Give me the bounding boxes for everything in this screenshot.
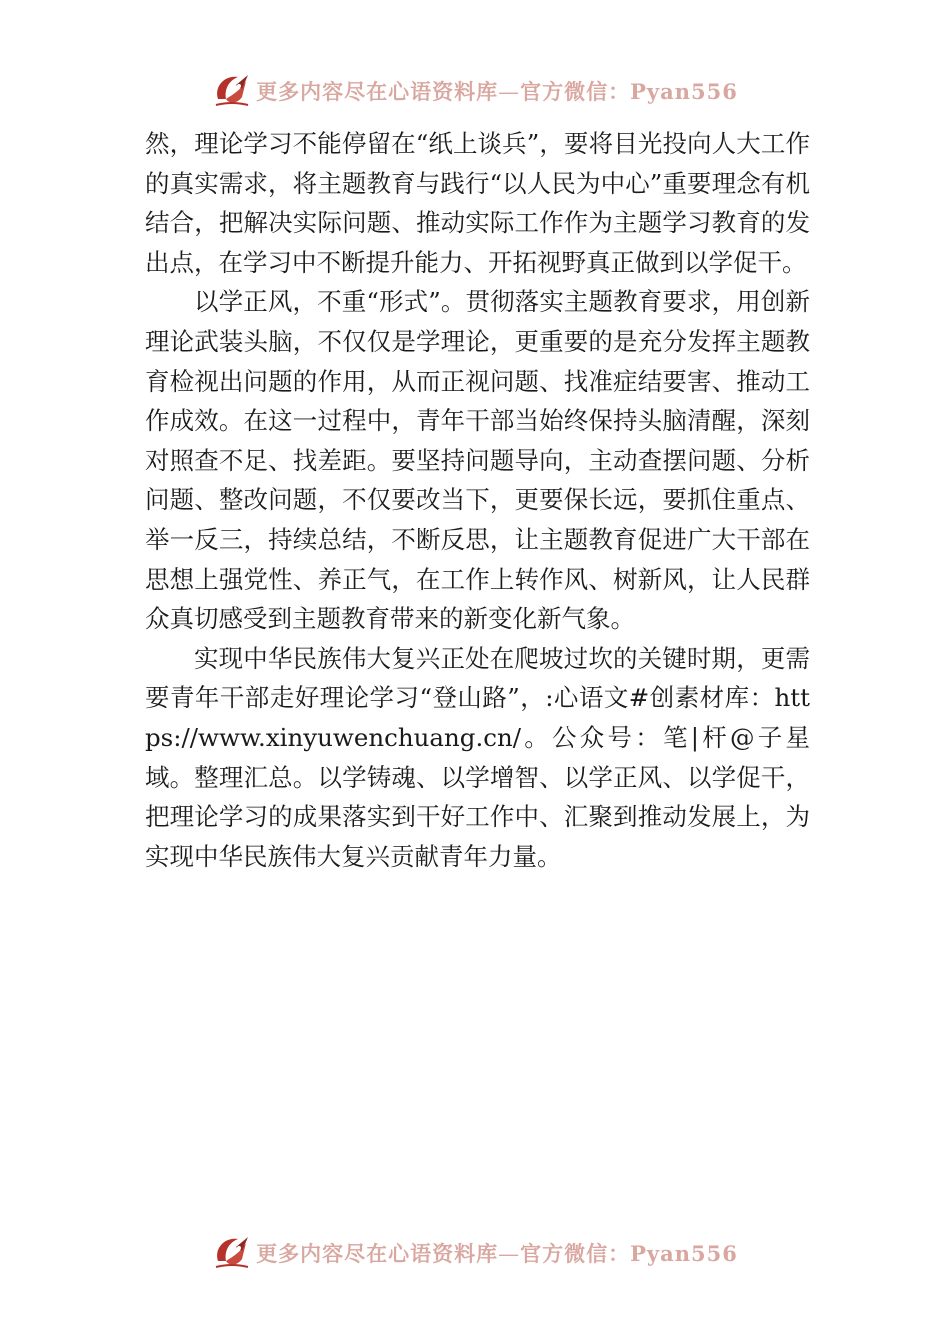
paragraph-1: 然，理论学习不能停留在“纸上谈兵”，要将目光投向人大工作的真实需求，将主题教育与践行“以人民为中心”重要理念有机结合，把解决实际问题、推动实际工作作为主题学习教育的发出点，在学习中不断提升能力、开拓视野真正做到以学促干。 [145, 129, 810, 277]
pen-nib-logo-icon [212, 1233, 252, 1273]
footer-banner-separator: — [498, 1242, 521, 1266]
header-banner [0, 66, 950, 116]
footer-banner-contact-id: Pyan556 [630, 1241, 738, 1266]
footer-banner-contact-label: 官方微信： [520, 1241, 631, 1266]
footer-banner-text [256, 1238, 738, 1268]
footer-banner-main-text: 更多内容尽在心语资料库 [256, 1241, 499, 1266]
paragraph-2: 以学正风，不重“形式”。贯彻落实主题教育要求，用创新理论武装头脑，不仅仅是学理论，更重要的是充分发挥主题教育检视出问题的作用，从而正视问题、找准症结要害、推动工作成效。在这一过程中，青年干部当始终保持头脑清醒，深刻对照查不足、找差距。要坚持问题导向，主动查摆问题、分析问题、整改问题，不仅要改当下，更要保长远，要抓住重点、举一反三，持续总结，不断反思，让主题教育促进广大干部在思想上强党性、养正气，在工作上转作风、树新风，让人民群众真切感受到主题教育带来的新变化新气象。 [145, 287, 810, 634]
document-body [145, 124, 810, 876]
header-banner-contact-label: 官方微信： [520, 79, 631, 104]
header-banner-text [256, 76, 738, 106]
header-banner-separator: — [498, 80, 521, 104]
header-banner-contact-id: Pyan556 [630, 79, 738, 104]
header-banner-main-text: 更多内容尽在心语资料库 [256, 79, 499, 104]
footer-banner [0, 1228, 950, 1278]
paragraph-3: 实现中华民族伟大复兴正处在爬坡过坎的关键时期，更需要青年干部走好理论学习“登山路”，:心语文#创素材库：https://www.xinyuwenchuang.cn/。公众号：笔|杆@子星域。整理汇总。以学铸魂、以学增智、以学正风、以学促干，把理论学习的成果落实到干好工作中、汇聚到推动发展上，为实现中华民族伟大复兴贡献青年力量。 [145, 643, 810, 871]
pen-nib-logo-icon [212, 71, 252, 111]
